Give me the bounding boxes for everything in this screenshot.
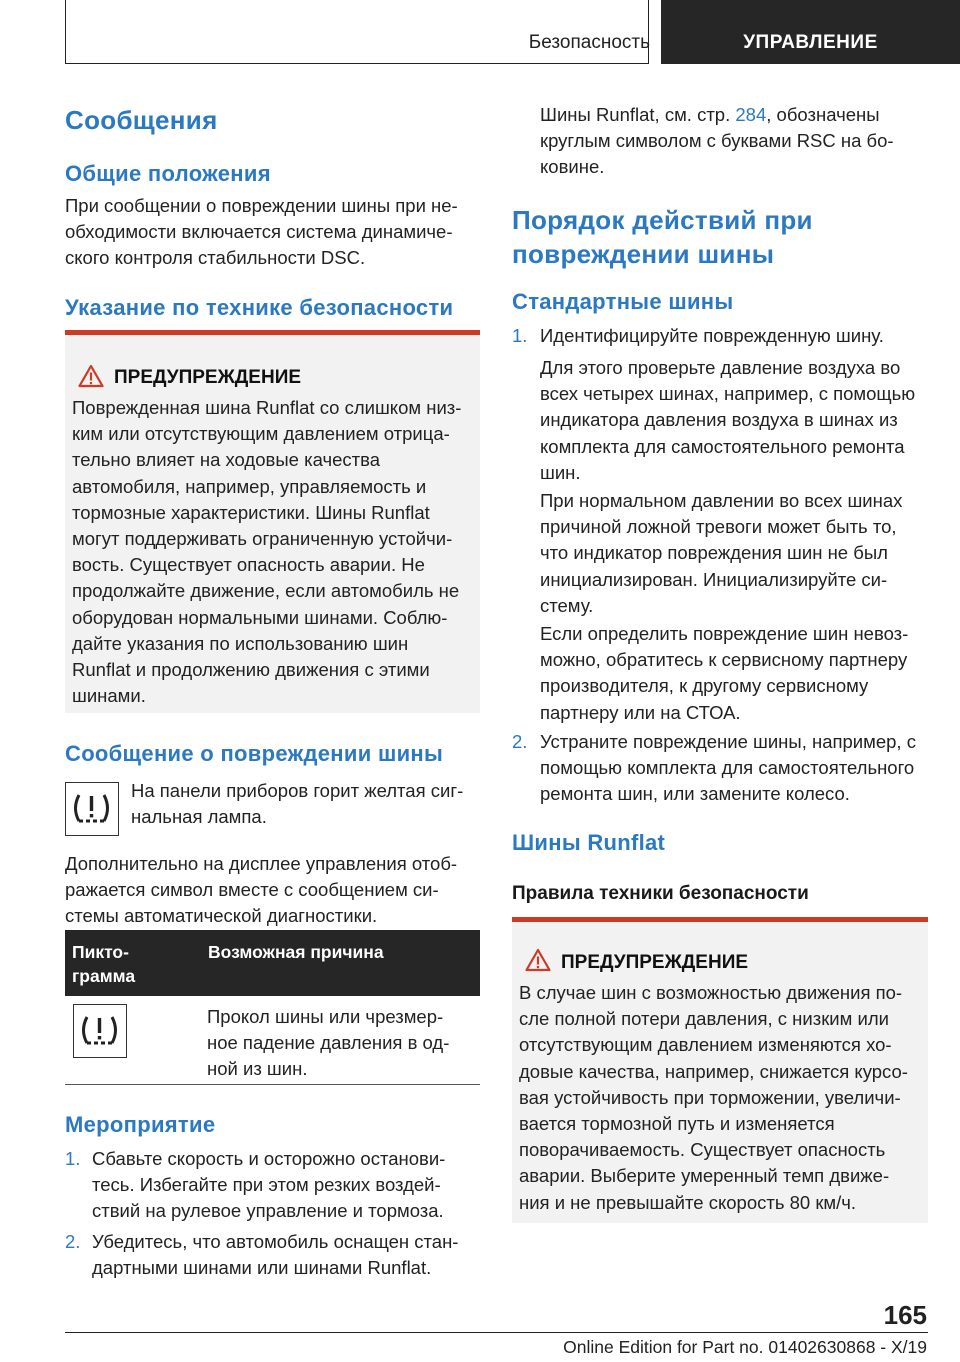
table-header — [65, 930, 480, 996]
step-paragraph: При нормальном давлении во всех шинах причиной ложной тревоги может быть то, что индикатор повреждения шин не был инициализирован. Инициализируйте си- стему. — [540, 490, 903, 616]
step-number: 1. — [65, 1148, 81, 1169]
step-number: 2. — [512, 731, 528, 752]
general-text: При сообщении о повреждении шины при не- обходимости включается система динамиче- ского контроля стабильности DSC. — [65, 195, 458, 269]
display-text: Дополнительно на дисплее управления отоб- ражается символ вместе с сообщением си- стемы автоматической диагностики. — [65, 853, 458, 927]
table-header-cause: Возможная причина — [208, 942, 384, 962]
heading-runflat: Шины Runflat — [512, 830, 666, 855]
table-tire-icon — [73, 1004, 127, 1058]
warning-triangle-icon — [525, 948, 551, 972]
header-chapter-title: УПРАВЛЕНИЕ — [743, 32, 878, 53]
warning-triangle-icon — [78, 364, 104, 388]
heading-measure: Мероприятие — [65, 1112, 216, 1137]
header-section-title: Безопасность — [528, 32, 650, 53]
heading-runflat-rules: Правила техники безопасности — [512, 883, 809, 904]
step-number: 2. — [65, 1231, 81, 1252]
step-number: 1. — [512, 325, 528, 346]
table-bottom-rule — [65, 1084, 480, 1085]
warning-text-2: В случае шин с возможностью движения по- сле полной потери давления, с низким или отсутствующим давлением изменяются хо- довые качества, например, снижается курсо- вая устойчивость при торможении, увеличи- вается тормозной путь и изменяется поворачиваемость. Существует опасность аварии. Выберите умеренный темп движе- ния и не превышайте скорость 80 км/ч. — [519, 982, 908, 1213]
runflat-reference-text: Шины Runflat, см. стр. 284, обозначены круглым символом с буквами RSC на бо- ковине. — [540, 104, 894, 178]
table-cause-text: Прокол шины или чрезмер- ное падение давления в од- ной из шин. — [207, 1006, 450, 1080]
tire-warning-lamp-icon — [65, 782, 119, 836]
table-header-pictogram: Пикто- грамма — [72, 942, 136, 986]
step-text: Идентифицируйте поврежденную шину. — [540, 325, 884, 346]
tire-pressure-icon — [66, 783, 117, 834]
heading-general: Общие положения — [65, 161, 271, 186]
tire-pressure-icon — [74, 1005, 125, 1056]
warning-text-1: Поврежденная шина Runflat со слишком низ- ким или отсутствующим давлением отрица- тельно влияет на ходовые качества автомобиля, например, управляемость и тормозные характеристики. Шины Runflat могут поддерживать ограниченную устойчи- вость. Существует опасность аварии. Не продолжайте движение, если автомобиль не оборудован нормальными шинами. Соблю- дайте указания по использованию шин Runflat и продолжению движения с этими шинами. — [72, 397, 462, 707]
warning-title-1: ПРЕДУПРЕЖДЕНИЕ — [114, 367, 302, 388]
step-text: Сбавьте скорость и осторожно останови- тесь. Избегайте при этом резких воздей- ствий на рулевое управление и тормоза. — [92, 1148, 446, 1222]
step-paragraph: Для этого проверьте давление воздуха во всех четырех шинах, например, с помощью индикатора давления воздуха в шинах из комплекта для самостоятельного ремонта шин. — [540, 357, 916, 483]
footer-rule — [65, 1332, 928, 1333]
page-link-284[interactable]: 284 — [735, 104, 767, 125]
warning-box-1 — [65, 330, 480, 713]
step-text: Убедитесь, что автомобиль оснащен стан- дартными шинами или шинами Runflat. — [92, 1231, 459, 1279]
warning-title-2: ПРЕДУПРЕЖДЕНИЕ — [561, 952, 749, 973]
heading-safety: Указание по технике безопасности — [65, 295, 454, 320]
heading-damage-message: Сообщение о повреждении шины — [65, 741, 444, 766]
lamp-text: На панели приборов горит желтая сиг- нальная лампа. — [131, 780, 464, 828]
step-text: Устраните повреждение шины, например, с помощью комплекта для самостоятельного ремонта шин, или замените колесо. — [540, 731, 916, 805]
heading-procedure: Порядок действий при повреждении шины — [512, 205, 813, 269]
warning-box-2 — [512, 917, 928, 1223]
heading-standard-tires: Стандартные шины — [512, 289, 734, 314]
page-number: 165 — [883, 1300, 927, 1330]
heading-messages: Сообщения — [65, 105, 218, 135]
footer-edition: Online Edition for Part no. 01402630868 - X/19 — [563, 1337, 927, 1357]
step-paragraph: Если определить повреждение шин невоз- можно, обратитесь к сервисному партнеру производителя, к другому сервисному партнеру или на СТОА. — [540, 623, 909, 723]
